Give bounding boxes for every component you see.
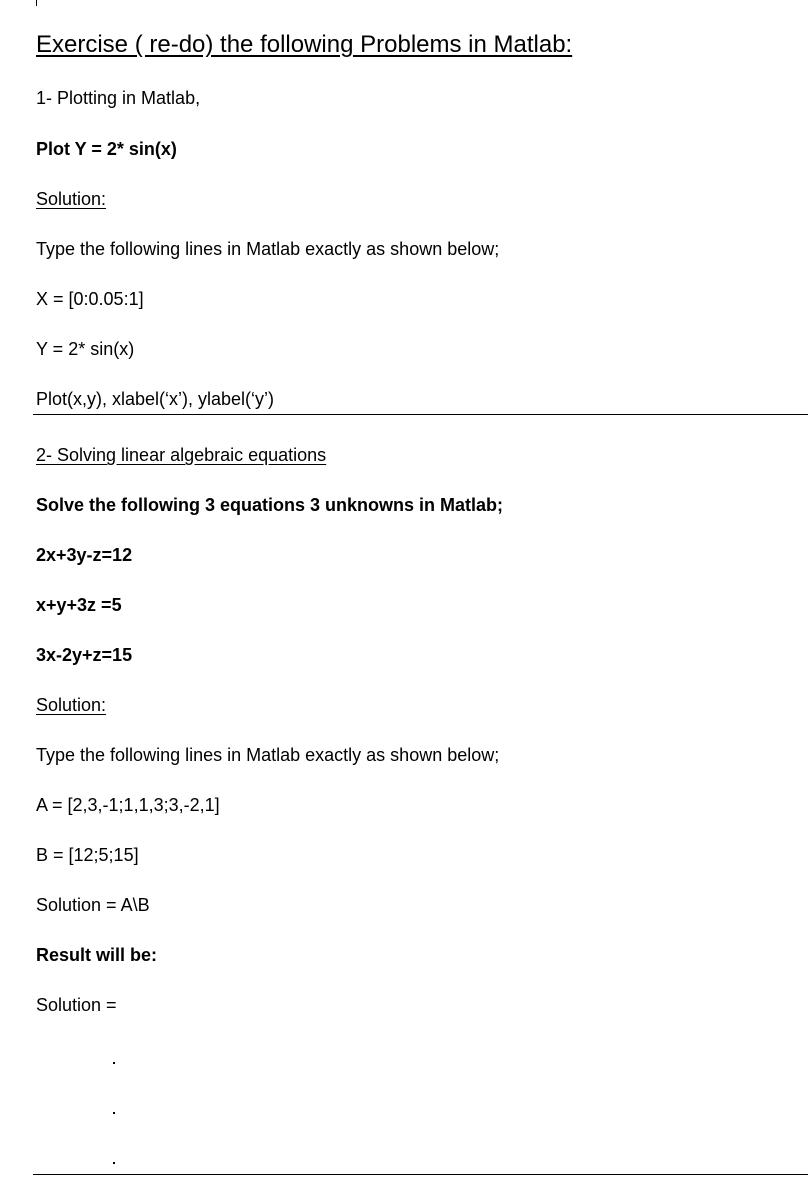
section1-task: Plot Y = 2* sin(x) — [36, 139, 177, 159]
section2-code-line-1: A = [2,3,-1;1,1,3;3,-2,1] — [36, 795, 220, 815]
page-bottom-divider — [33, 1174, 808, 1175]
result-value: Solution = — [36, 995, 117, 1015]
section2-code-line-2: B = [12;5;15] — [36, 845, 139, 865]
equation-1: 2x+3y-z=12 — [36, 545, 133, 565]
section1-code-line-2: Y = 2* sin(x) — [36, 339, 135, 359]
section2-heading: 2- Solving linear algebraic equations — [36, 445, 327, 465]
placeholder-dot-3 — [113, 1162, 115, 1164]
section1-instruction: Type the following lines in Matlab exactly as shown below; — [36, 239, 500, 259]
placeholder-dot-1 — [113, 1062, 115, 1064]
section1-code-line-3: Plot(x,y), xlabel(‘x’), ylabel(‘y’) — [36, 389, 275, 409]
placeholder-dot-2 — [113, 1112, 115, 1114]
section2-task: Solve the following 3 equations 3 unknowns in Matlab; — [36, 495, 504, 515]
section1-solution-label: Solution: — [36, 189, 107, 209]
section2-code-line-3: Solution = A\B — [36, 895, 150, 915]
section-divider — [33, 414, 808, 415]
section2-solution-label: Solution: — [36, 695, 107, 715]
section1-heading: 1- Plotting in Matlab, — [36, 88, 201, 108]
page-edge-mark — [36, 0, 37, 6]
document-title: Exercise ( re-do) the following Problems in Matlab: — [36, 31, 573, 58]
section2-instruction: Type the following lines in Matlab exactly as shown below; — [36, 745, 500, 765]
equation-3: 3x-2y+z=15 — [36, 645, 133, 665]
section1-code-line-1: X = [0:0.05:1] — [36, 289, 144, 309]
result-label: Result will be: — [36, 945, 158, 965]
equation-2: x+y+3z =5 — [36, 595, 122, 615]
